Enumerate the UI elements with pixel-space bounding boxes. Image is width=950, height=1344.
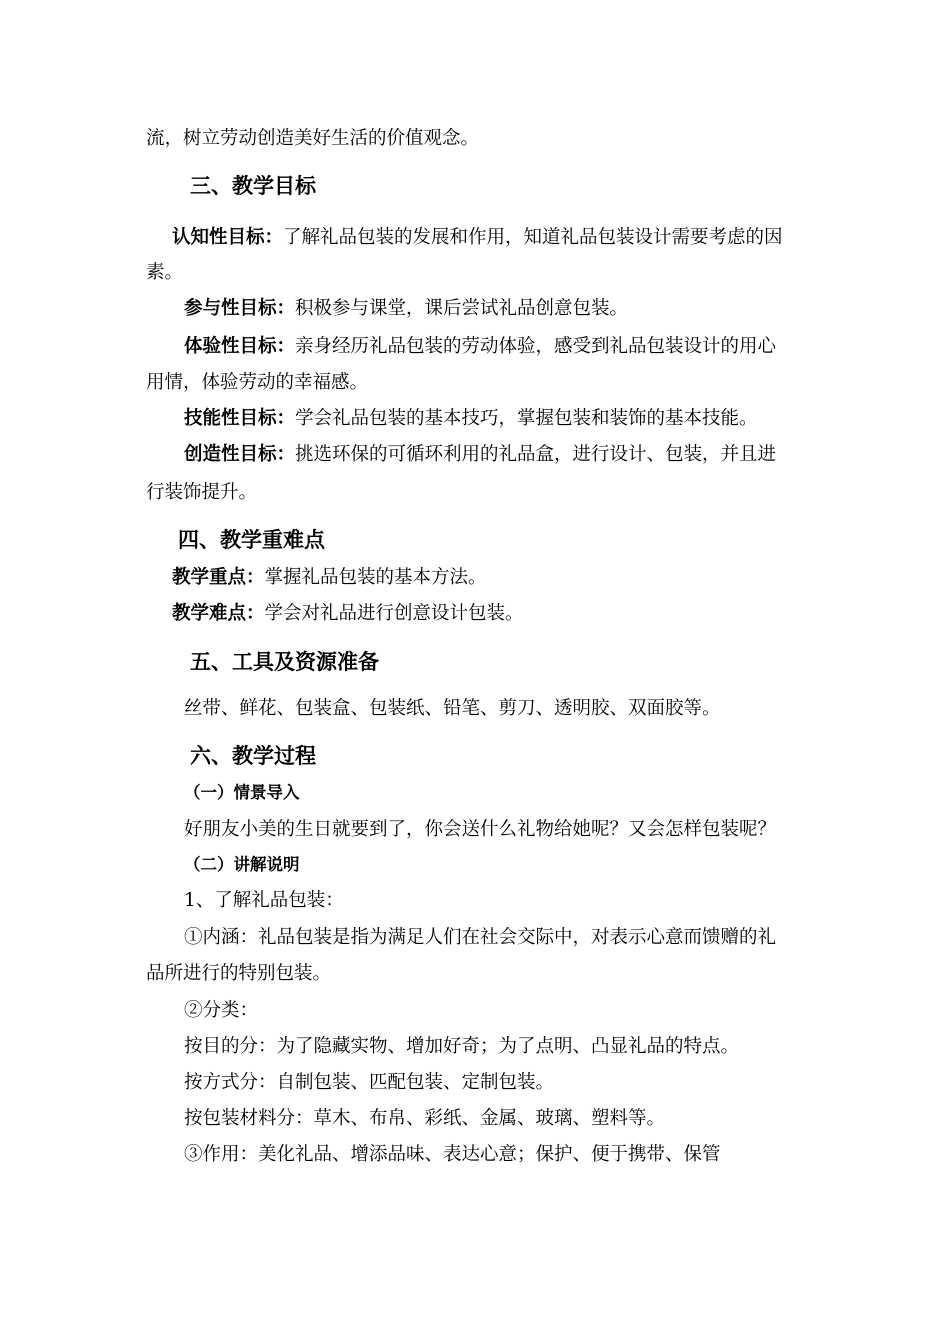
teaching-key-point [172, 566, 487, 590]
by-method-line: 按方式分：自制包装、匹配包装、定制包装。 [184, 1072, 555, 1093]
goal-label: 体验性目标： [184, 336, 296, 357]
goal-cognitive-cont: 素。 [146, 262, 184, 283]
goal-text: 积极参与课堂，课后尝试礼品创意包装。 [295, 298, 629, 319]
goal-label: 参与性目标： [184, 298, 296, 319]
teaching-difficult-point [172, 602, 524, 626]
goal-cognitive [172, 226, 783, 250]
by-material-line: 按包装材料分：草木、布帛、彩纸、金属、玻璃、塑料等。 [184, 1108, 666, 1129]
goal-text: 学会礼品包装的基本技巧，掌握包装和装饰的基本技能。 [295, 408, 758, 429]
subsection-explanation: （二）讲解说明 [184, 855, 300, 874]
section5-heading: 五、工具及资源准备 [190, 650, 379, 674]
goal-label: 技能性目标： [184, 408, 296, 429]
section6-heading: 六、教学过程 [190, 744, 316, 768]
goal-label: 认知性目标： [172, 227, 284, 248]
goal-label: 创造性目标： [184, 444, 296, 465]
goal-text: 亲身经历礼品包装的劳动体验，感受到礼品包装设计的用心 [295, 336, 777, 357]
function-line: ③作用：美化礼品、增添品味、表达心意；保护、便于携带、保管 [184, 1144, 721, 1165]
goal-text: 了解礼品包装的发展和作用，知道礼品包装设计需要考虑的因 [283, 227, 783, 248]
connotation-cont-line: 品所进行的特别包装。 [146, 963, 332, 984]
classification-line: ②分类： [184, 1000, 259, 1021]
key-text: 掌握礼品包装的基本方法。 [264, 567, 487, 588]
goal-skill [184, 407, 758, 431]
key-label: 教学重点： [172, 567, 265, 588]
diff-text: 学会对礼品进行创意设计包装。 [264, 603, 524, 624]
by-purpose-line: 按目的分：为了隐藏实物、增加好奇；为了点明、凸显礼品的特点。 [184, 1036, 740, 1057]
goal-experience [184, 335, 776, 359]
goal-experience-cont: 用情，体验劳动的幸福感。 [146, 372, 369, 393]
goal-creative-cont: 行装饰提升。 [146, 482, 258, 503]
scene-intro-text: 好朋友小美的生日就要到了，你会送什么礼物给她呢？又会怎样包装呢？ [184, 819, 777, 840]
goal-participation [184, 297, 628, 321]
intro-tail-line: 流，树立劳动创造美好生活的价值观念。 [146, 128, 480, 149]
diff-label: 教学难点： [172, 603, 265, 624]
goal-creative [184, 443, 776, 467]
section3-heading: 三、教学目标 [190, 174, 316, 198]
subsection-scene-intro: （一）情景导入 [184, 783, 300, 802]
item-understand-packaging: 1、了解礼品包装： [184, 890, 344, 911]
tools-list: 丝带、鲜花、包装盒、包装纸、铅笔、剪刀、透明胶、双面胶等。 [184, 698, 721, 719]
section4-heading: 四、教学重难点 [178, 528, 325, 552]
connotation-line: ①内涵：礼品包装是指为满足人们在社会交际中，对表示心意而馈赠的礼 [184, 927, 777, 948]
goal-text: 挑选环保的可循环利用的礼品盒，进行设计、包装，并且进 [295, 444, 777, 465]
